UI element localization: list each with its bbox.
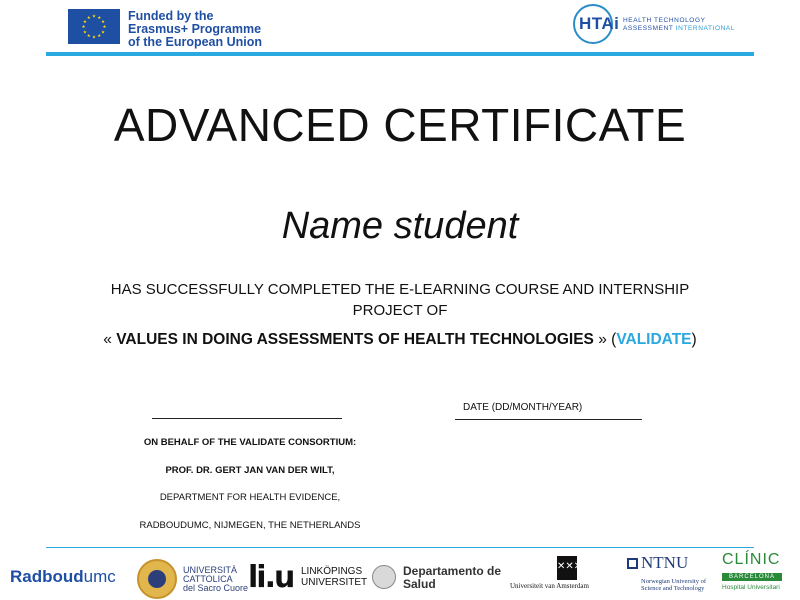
statement-line-2: PROJECT OF [352,302,448,319]
eu-star-icon: ★ [101,18,106,24]
project-title [0,331,800,349]
radboud-word: Radboud [10,567,84,586]
project-name: VALUES IN DOING ASSESSMENTS OF HEALTH TECHNOLOGIES [116,331,594,348]
hta-logo-letters: HTAi [579,14,620,33]
clinic-logo-subtitle: Hospital Universitari [722,584,780,591]
completion-statement [0,279,800,321]
date-line [455,419,642,420]
umc-word: umc [83,567,116,586]
eu-star-icon: ★ [101,29,106,35]
bottom-divider [46,547,754,548]
statement-line-1: HAS SUCCESSFULLY COMPLETED THE E-LEARNING COURSE AND INTERNSHIP [110,281,690,298]
ucsc-logo-text [183,566,248,593]
salud-line-2: Salud [403,577,436,591]
project-quote-open: « [103,331,112,348]
student-name: Name student [281,205,519,247]
project-quote-close: » ( [598,331,617,348]
clinic-bar-text: BARCELONA [728,574,775,580]
eu-stars [68,9,120,44]
ntnu-logo-text: NTNU [641,553,689,572]
project-paren-close: ) [691,331,697,348]
liu-line-2: UNIVERSITET [301,577,368,588]
eu-flag-icon [68,9,120,44]
top-divider [46,52,754,56]
certificate-title: ADVANCED CERTIFICATE [113,99,687,151]
eu-star-icon: ★ [91,13,97,19]
liu-line-1: LINKÖPINGS [301,566,363,577]
salud-line-1: Departamento de [403,564,502,578]
uva-logo-text: Universiteit van Amsterdam [510,582,589,590]
signatory-department: DEPARTMENT FOR HEALTH EVIDENCE, [159,492,341,503]
signatory-institution: RADBOUDUMC, NIJMEGEN, THE NETHERLANDS [139,520,361,531]
salud-seal-icon [372,565,396,589]
signatory-name: PROF. DR. GERT JAN VAN DER WILT, [165,465,335,476]
date-label: DATE (DD/MONTH/YEAR) [463,402,583,413]
ucsc-line-1: UNIVERSITÀ [183,565,238,575]
liu-logo-text [301,566,367,588]
eu-star-icon: ★ [82,29,87,35]
liu-logo-mark: li.u [248,560,294,595]
eu-star-icon: ★ [97,33,102,39]
eu-star-icon: ★ [91,34,97,40]
funding-line-1: Funded by the [128,9,214,23]
eu-star-icon: ★ [86,33,91,39]
eu-star-icon: ★ [81,24,86,30]
ntnu-sub-1: Norwegian University of [641,578,706,585]
hta-line-1: HEALTH TECHNOLOGY [623,17,706,24]
eu-star-icon: ★ [82,18,87,24]
salud-logo-text [403,565,501,591]
funding-line-2: Erasmus+ Programme [128,22,262,36]
hta-line-2a: ASSESSMENT [623,25,674,32]
hta-line-2b: INTERNATIONAL [675,25,736,32]
clinic-logo-bar [722,573,782,581]
radboudumc-logo [10,567,116,587]
signatory-role: ON BEHALF OF THE VALIDATE CONSORTIUM: [143,437,357,448]
eu-star-icon: ★ [86,15,91,21]
uva-crest-icon: ✕✕✕ [557,556,577,580]
hta-logo-text [623,17,735,33]
ntnu-square-icon [627,558,638,569]
clinic-logo-text: CLÍNIC [722,551,781,568]
ucsc-seal-icon [137,559,177,599]
signature-line [152,418,342,419]
ucsc-line-3: del Sacro Cuore [183,583,249,593]
project-acronym: VALIDATE [616,331,692,348]
ntnu-sub-2: Science and Technology [641,585,705,592]
ntnu-logo-subtitle [641,578,706,592]
eu-star-icon: ★ [102,24,107,30]
hta-line-2 [623,25,735,33]
ucsc-line-2: CATTOLICA [183,574,233,584]
funding-statement [128,10,262,49]
funding-line-3: of the European Union [128,35,263,49]
eu-star-icon: ★ [97,15,102,21]
